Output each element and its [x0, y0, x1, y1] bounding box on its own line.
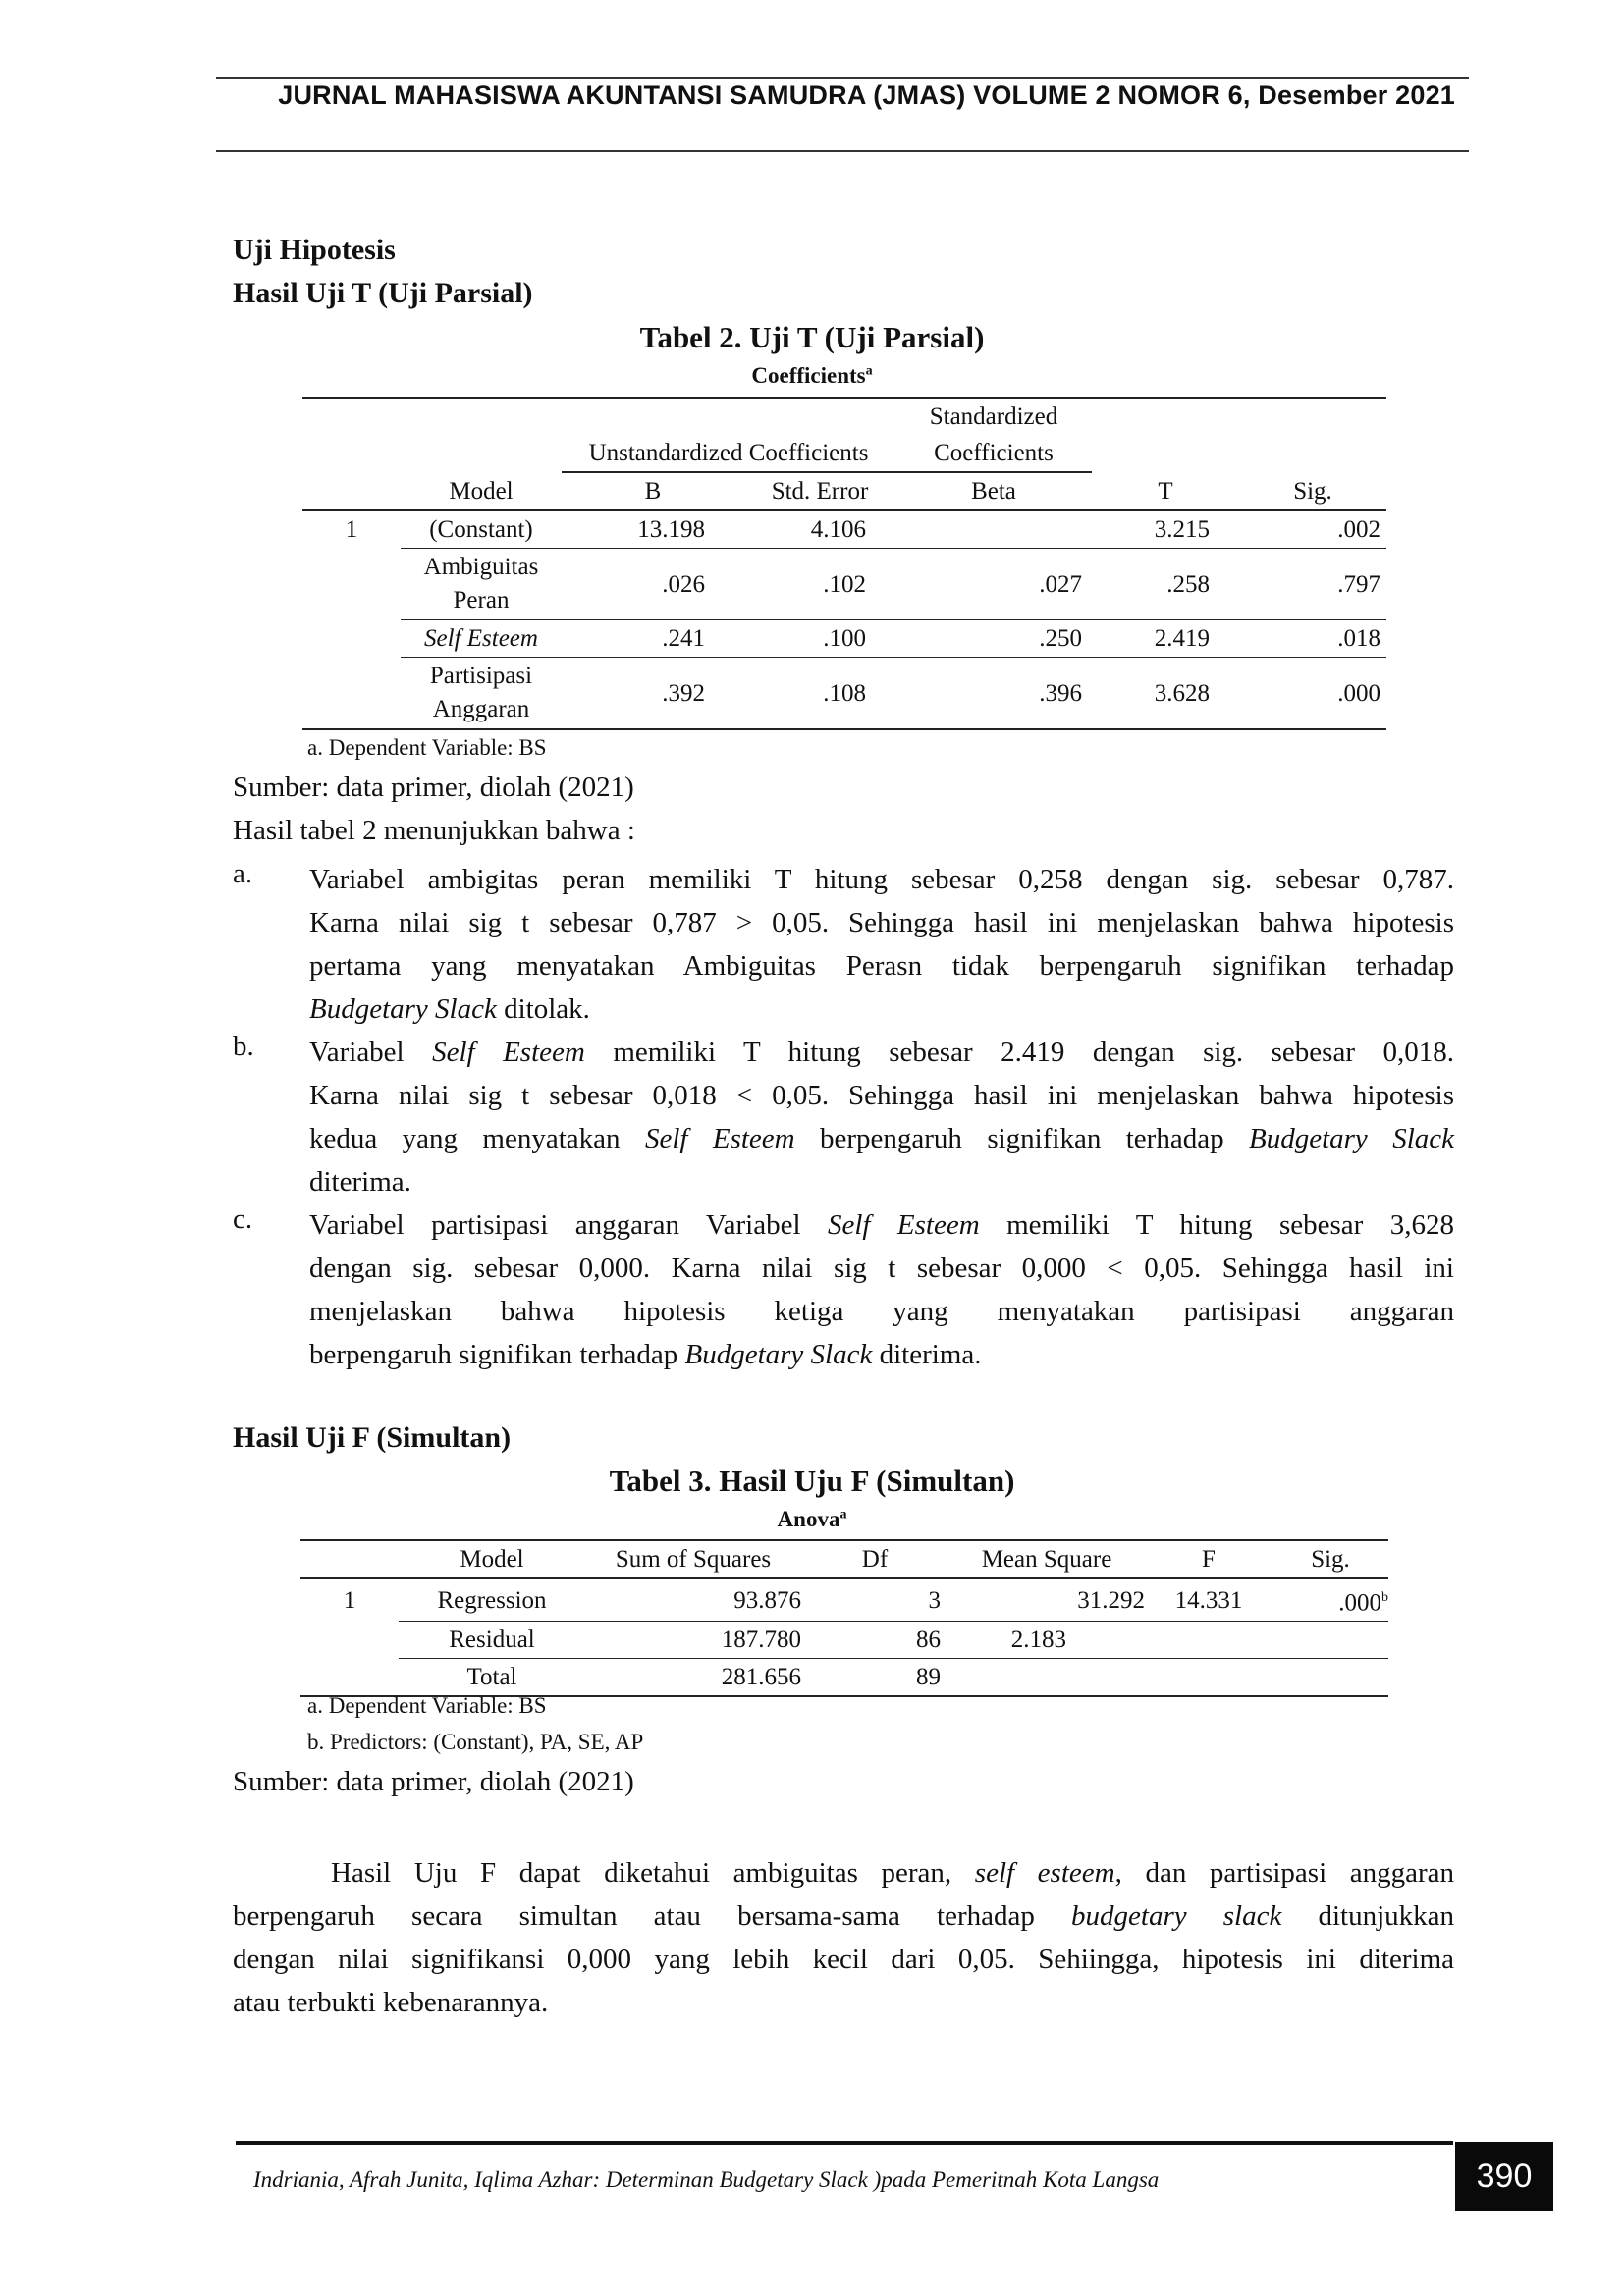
table2-caption: Tabel 2. Uji T (Uji Parsial)	[639, 320, 985, 354]
table3-col-sig: Sig.	[1272, 1540, 1388, 1578]
table3-cell-ss: 281.656	[585, 1659, 801, 1697]
table3-cell-sig: .000$^b$	[1338, 1589, 1388, 1617]
footer-rule	[236, 2141, 1453, 2145]
subsection-title-f: Hasil Uji F (Simultan)	[233, 1421, 512, 1454]
table2-cell-t: 3.215	[1154, 516, 1210, 543]
table2-cell-b: .241	[562, 620, 744, 658]
table2-cell-sig: .002	[1337, 516, 1380, 543]
table2-coefficients	[302, 397, 1386, 730]
list-item-a: Variabel ambigitas peran memiliki T hitung sebesar 0,258 dengan sig. sebesar 0,787. Karna nilai sig t sebesar 0,787 > 0,05. Sehingga hasil ini menjelaskan bahwa hipotesis pertama yang menyatakan Ambiguitas Perasn tidak berpengaruh signifikan terhadap Budgetary Slack ditolak.	[309, 864, 1454, 1025]
table3-cell-df: 3	[928, 1586, 941, 1614]
subsection-title-t: Hasil Uji T (Uji Parsial)	[233, 277, 533, 309]
table2-cell-sig: .000	[1239, 658, 1386, 730]
table2-row-name: Self Esteem	[401, 620, 562, 658]
table2-col-beta: Beta	[895, 472, 1092, 510]
footer-citation: Indriania, Afrah Junita, Iqlima Azhar: Determinan Budgetary Slack )pada Pemeritnah Kota Langsa	[253, 2167, 1160, 2192]
table2-cell-se: .102	[744, 549, 895, 620]
table2-model-no: 1	[345, 516, 358, 543]
table3-anova	[300, 1539, 1388, 1697]
table2-cell-b: .026	[562, 549, 744, 620]
table2-row-name: (Constant)	[429, 516, 533, 543]
table3-col-model: Model	[399, 1540, 585, 1578]
list-item-c: Variabel partisipasi anggaran Variabel Self Esteem memiliki T hitung sebesar 3,628 dengan sig. sebesar 0,000. Karna nilai sig t sebesar 0,000 < 0,05. Sehingga hasil ini menjelaskan bahwa hipotesis ketiga yang menyatakan partisipasi anggaran berpengaruh signifikan terhadap Budgetary Slack diterima.	[309, 1209, 1455, 1370]
results-intro: Hasil tabel 2 menunjukkan bahwa :	[233, 815, 635, 846]
table3-note-a: a. Dependent Variable: BS	[307, 1693, 547, 1718]
table2-group-unstd: Unstandardized Coefficients	[562, 435, 895, 472]
table2-source: Sumber: data primer, diolah (2021)	[233, 772, 634, 803]
table3-cell-df: 89	[801, 1659, 948, 1697]
table3-note-b: b. Predictors: (Constant), PA, SE, AP	[307, 1730, 644, 1754]
table3-cell-ms: 31.292	[1077, 1586, 1145, 1614]
table2-cell-se: .108	[744, 658, 895, 730]
table2-col-b: B	[562, 472, 744, 510]
list-label-c: c.	[233, 1203, 253, 1235]
table2-group-std-2: Coefficients	[895, 435, 1092, 472]
table3-row-name: Residual	[399, 1622, 585, 1659]
table2-row-name: Ambiguitas Peran	[401, 549, 562, 620]
table3-col-ss: Sum of Squares	[585, 1540, 801, 1578]
table3-cell-ms: 2.183	[948, 1622, 1145, 1659]
table2-cell-beta: .396	[895, 658, 1092, 730]
table3-row-name: Total	[399, 1659, 585, 1697]
list-label-b: b.	[233, 1031, 254, 1062]
table2-cell-t: 2.419	[1092, 620, 1239, 658]
table2-cell-beta	[895, 510, 1092, 549]
conclusion-paragraph: Hasil Uju F dapat diketahui ambiguitas peran, self esteem, dan partisipasi anggaran berpengaruh secara simultan atau bersama-sama terhadap budgetary slack ditunjukkan dengan nilai signifikansi 0,000 yang lebih kecil dari 0,05. Sehiingga, hipotesis ini diterima atau terbukti kebenarannya.	[233, 1857, 1455, 2018]
table2-note: a. Dependent Variable: BS	[307, 735, 547, 760]
table3-col-f: F	[1145, 1540, 1272, 1578]
table2-col-model: Model	[401, 472, 562, 510]
table2-cell-b: 13.198	[637, 516, 705, 543]
table2-col-se: Std. Error	[744, 472, 895, 510]
section-title: Uji Hipotesis	[233, 234, 396, 266]
table-row	[300, 1578, 1388, 1622]
table3-cell-ss: 93.876	[733, 1586, 801, 1614]
table3-cell-df: 86	[801, 1622, 948, 1659]
table-row	[302, 510, 1386, 549]
table3-row-name: Regression	[437, 1586, 547, 1614]
table2-row-name: Partisipasi Anggaran	[401, 658, 562, 730]
table3-cell-ss: 187.780	[585, 1622, 801, 1659]
table2-cell-t: .258	[1092, 549, 1239, 620]
table2-cell-se: 4.106	[810, 516, 866, 543]
table3-col-df: Df	[801, 1540, 948, 1578]
table-row	[302, 620, 1386, 658]
table3-cell-f: 14.331	[1174, 1586, 1243, 1614]
journal-header: JURNAL MAHASISWA AKUNTANSI SAMUDRA (JMAS) VOLUME 2 NOMOR 6, Desember 2021	[278, 80, 1455, 110]
table2-group-std-1: Standardized	[895, 398, 1092, 435]
list-label-a: a.	[233, 858, 253, 889]
header-top-rule	[216, 77, 1469, 79]
table-row	[302, 658, 1386, 730]
table2-cell-sig: .797	[1239, 549, 1386, 620]
list-item-b: Variabel Self Esteem memiliki T hitung sebesar 2.419 dengan sig. sebesar 0,018. Karna nilai sig t sebesar 0,018 < 0,05. Sehingga hasil ini menjelaskan bahwa hipotesis kedua yang menyatakan Self Esteem berpengaruh signifikan terhadap Budgetary Slack diterima.	[309, 1037, 1454, 1198]
table3-caption: Tabel 3. Hasil Uju F (Simultan)	[609, 1464, 1015, 1498]
table2-subtitle: Coefficients$^a$	[751, 363, 873, 388]
table2-cell-se: .100	[744, 620, 895, 658]
table-row	[300, 1659, 1388, 1697]
table-row	[302, 549, 1386, 620]
table2-cell-sig: .018	[1239, 620, 1386, 658]
table2-cell-t: 3.628	[1092, 658, 1239, 730]
header-bottom-rule	[216, 150, 1469, 152]
table2-cell-beta: .250	[895, 620, 1092, 658]
table2-col-sig: Sig.	[1239, 472, 1386, 510]
table2-cell-beta: .027	[895, 549, 1092, 620]
table3-col-ms: Mean Square	[948, 1540, 1145, 1578]
table3-source: Sumber: data primer, diolah (2021)	[233, 1766, 634, 1797]
table2-col-t: T	[1092, 472, 1239, 510]
page-number: 390	[1455, 2142, 1553, 2211]
table2-cell-b: .392	[562, 658, 744, 730]
table3-model-no: 1	[343, 1586, 356, 1614]
table3-subtitle: Anova$^a$	[777, 1507, 847, 1531]
table-row	[300, 1622, 1388, 1659]
